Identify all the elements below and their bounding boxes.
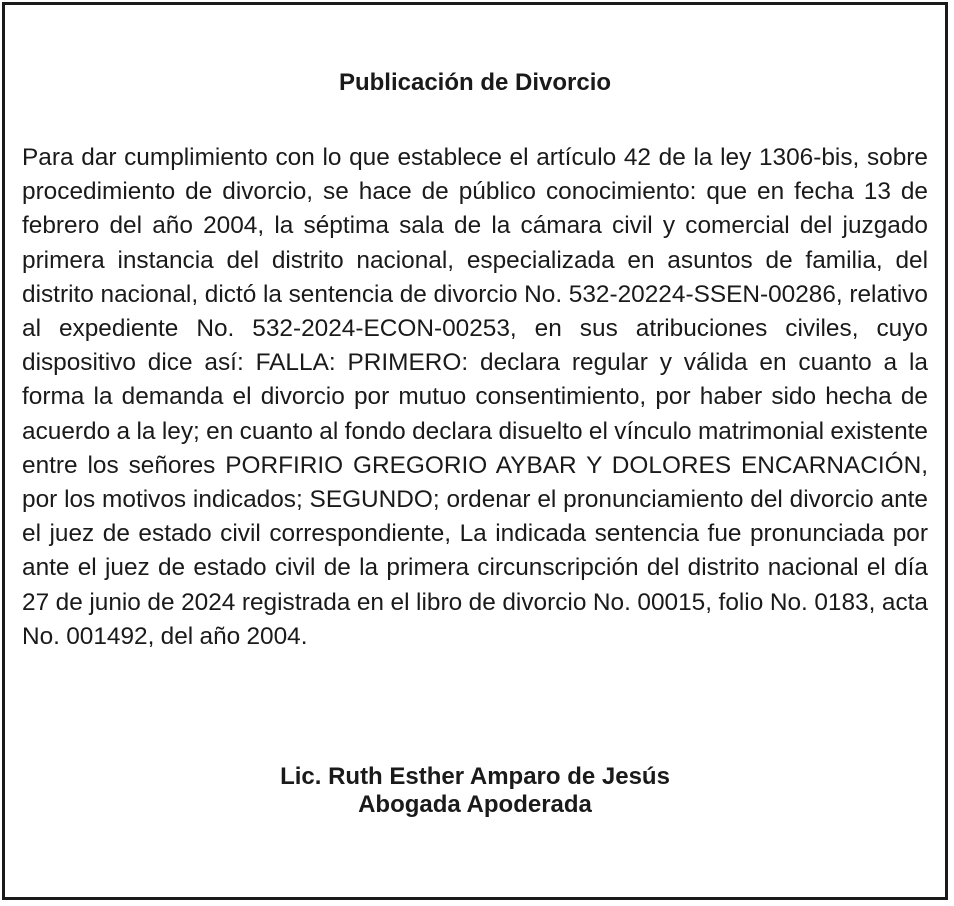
signer-role: Abogada Apoderada [358, 791, 592, 818]
notice-title: Publicación de Divorcio [338, 69, 612, 96]
signer-name: Lic. Ruth Esther Amparo de Jesús [280, 763, 670, 790]
signature-block [5, 763, 945, 819]
legal-notice-box [2, 2, 948, 900]
notice-body: Para dar cumplimiento con lo que establece el artículo 42 de la ley 1306-bis, sobre procedimiento de divorcio, se hace de público conocimiento: que en fecha 13 de febrero del año 2004, la séptima sala de la cámara civil y comercial del juzgado primera instancia del distrito nacional, especializada en asuntos de familia, del distrito nacional, dictó la sentencia de divorcio No. 532-20224-SSEN-00286, relativo al expediente No. 532-2024-ECON-00253, en sus atribuciones civiles, cuyo dispositivo dice así: FALLA: PRIMERO: declara regular y válida en cuanto a la forma la demanda el divorcio por mutuo consentimiento, por haber sido hecha de acuerdo a la ley; en cuanto al fondo declara disuelto el vínculo matrimonial existente entre los señores PORFIRIO GREGORIO AYBAR Y DOLORES ENCARNACIÓN, por los motivos indicados; SEGUNDO; ordenar el pronunciamiento del divorcio ante el juez de estado civil correspondiente, La indicada sentencia fue pronunciada por ante el juez de estado civil de la primera circunscripción del distrito nacional el día 27 de junio de 2024 registrada en el libro de divorcio No. 00015, folio No. 0183, acta No. 001492, del año 2004. [22, 144, 928, 650]
